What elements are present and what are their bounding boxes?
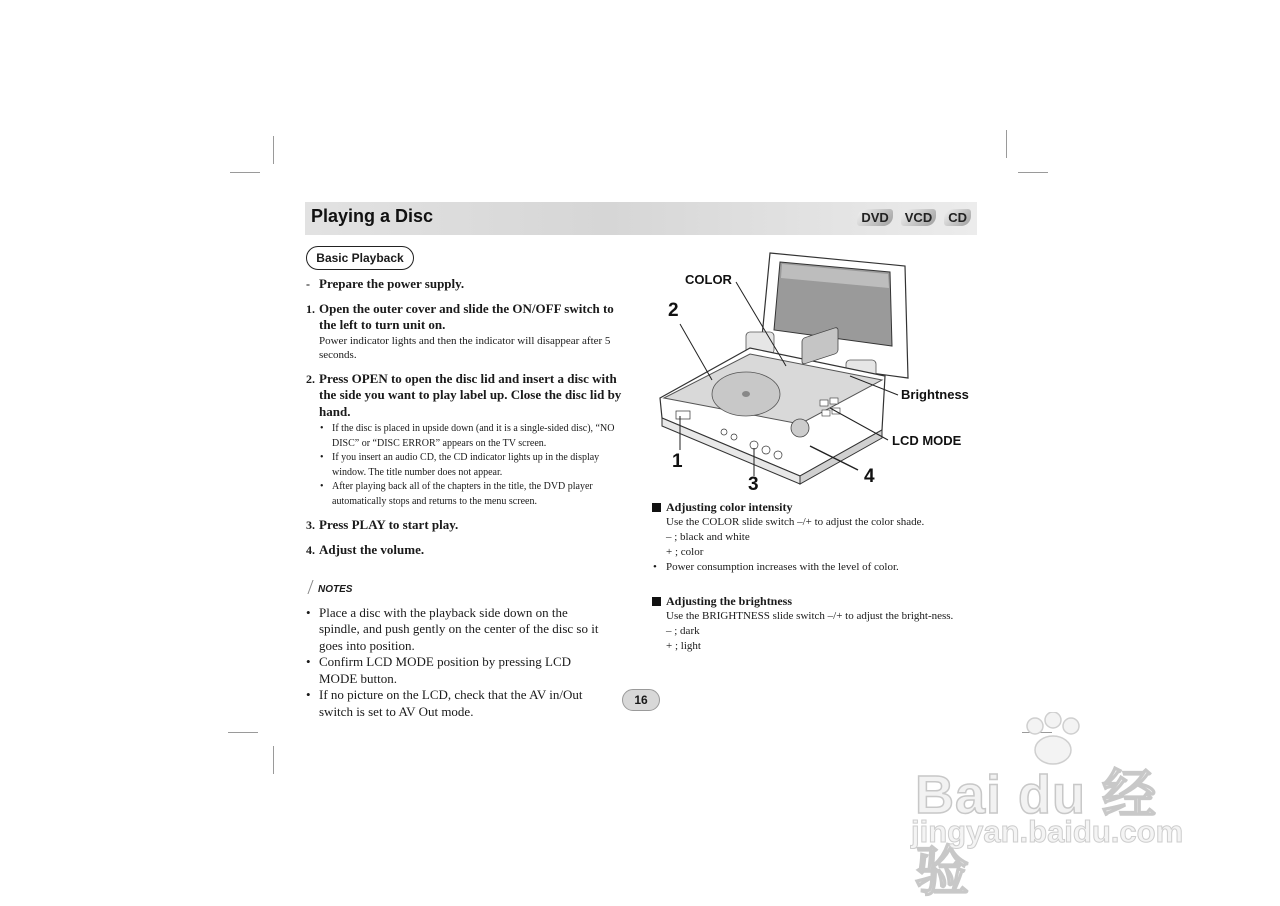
color-note: • Power consumption increases with the level of color. — [652, 560, 972, 575]
step-number: 4. — [306, 542, 315, 557]
list-item: • Place a disc with the playback side down on the spindle, and push gently on the center of the disc so it goes into position. — [306, 605, 609, 655]
brightness-line: – ; dark — [666, 625, 700, 637]
step-title: Adjust the volume. — [319, 541, 425, 557]
section-label: Basic Playback — [306, 246, 414, 270]
list-item: • Confirm LCD MODE position by pressing LCD MODE button. — [306, 654, 609, 687]
step-prepare — [306, 276, 626, 293]
step-2 — [306, 371, 626, 510]
step-title: Prepare the power supply. — [319, 276, 465, 291]
notes-icon: NOTES — [310, 580, 352, 599]
crop-mark — [1006, 130, 1007, 158]
heading-text: Adjusting the brightness — [666, 594, 793, 608]
list-item: • If you insert an audio CD, the CD indicator lights up in the display window. The title number does not appear. — [319, 451, 626, 480]
color-line: – ; black and white — [666, 531, 750, 543]
crop-mark — [273, 136, 274, 164]
notes-list — [306, 605, 626, 721]
step-title: Open the outer cover and slide the ON/OFF switch to the left to turn unit on. — [319, 300, 614, 332]
crop-mark — [1018, 172, 1048, 173]
badge-cd: CD — [944, 209, 971, 226]
step-number: 1. — [306, 301, 315, 316]
list-item: • If no picture on the LCD, check that the AV in/Out switch is set to AV Out mode. — [306, 687, 609, 720]
page-number: 16 — [622, 689, 660, 711]
brightness-line: + ; light — [666, 640, 701, 652]
adjustments-column — [652, 500, 972, 654]
brightness-line: Use the BRIGHTNESS slide switch –/+ to adjust the bright-ness. — [666, 610, 954, 622]
step-3 — [306, 517, 626, 534]
step-4 — [306, 542, 626, 559]
step-number: - — [306, 277, 310, 291]
color-line: Use the COLOR slide switch –/+ to adjust the color shade. — [666, 516, 925, 528]
list-item: • After playing back all of the chapters in the title, the DVD player automatically stops and returns to the menu screen. — [319, 480, 626, 509]
step-description: Power indicator lights and then the indicator will disappear after 5 seconds. — [319, 334, 611, 361]
crop-mark — [228, 732, 258, 733]
callout-color: COLOR — [685, 272, 732, 287]
disc-type-badges — [857, 209, 971, 226]
badge-dvd: DVD — [857, 209, 892, 226]
watermark-url: jingyan.baidu.com — [911, 814, 1184, 849]
step-title: Press PLAY to start play. — [319, 517, 459, 532]
crop-mark — [273, 746, 274, 774]
watermark-logo: Bai du 经验 — [915, 765, 1158, 902]
step-bullets — [319, 422, 626, 509]
step-1 — [306, 301, 626, 363]
callout-2: 2 — [668, 300, 679, 321]
callout-1: 1 — [672, 451, 683, 472]
page-title: Playing a Disc — [311, 206, 434, 226]
step-number: 2. — [306, 371, 315, 386]
callout-lcd-mode: LCD MODE — [892, 433, 962, 448]
crop-mark — [230, 172, 260, 173]
callout-3: 3 — [748, 474, 759, 495]
heading-text: Adjusting color intensity — [666, 500, 793, 514]
brightness-heading — [652, 594, 972, 609]
badge-vcd: VCD — [901, 209, 936, 226]
square-bullet-icon — [652, 503, 661, 512]
list-item: • If the disc is placed in upside down (and it is a single-sided disc), “NO DISC” or “DISC ERROR” appears on the TV screen. — [319, 422, 626, 451]
step-title: Press OPEN to open the disc lid and insert a disc with the side you want to play label up. Close the disc lid by hand. — [319, 370, 622, 419]
instructions-column — [306, 276, 626, 720]
color-line: + ; color — [666, 546, 704, 558]
color-heading — [652, 500, 972, 515]
callout-brightness: Brightness — [901, 387, 969, 402]
callout-4: 4 — [864, 466, 875, 487]
step-number: 3. — [306, 518, 315, 532]
square-bullet-icon — [652, 597, 661, 606]
baidu-watermark — [905, 712, 1205, 902]
